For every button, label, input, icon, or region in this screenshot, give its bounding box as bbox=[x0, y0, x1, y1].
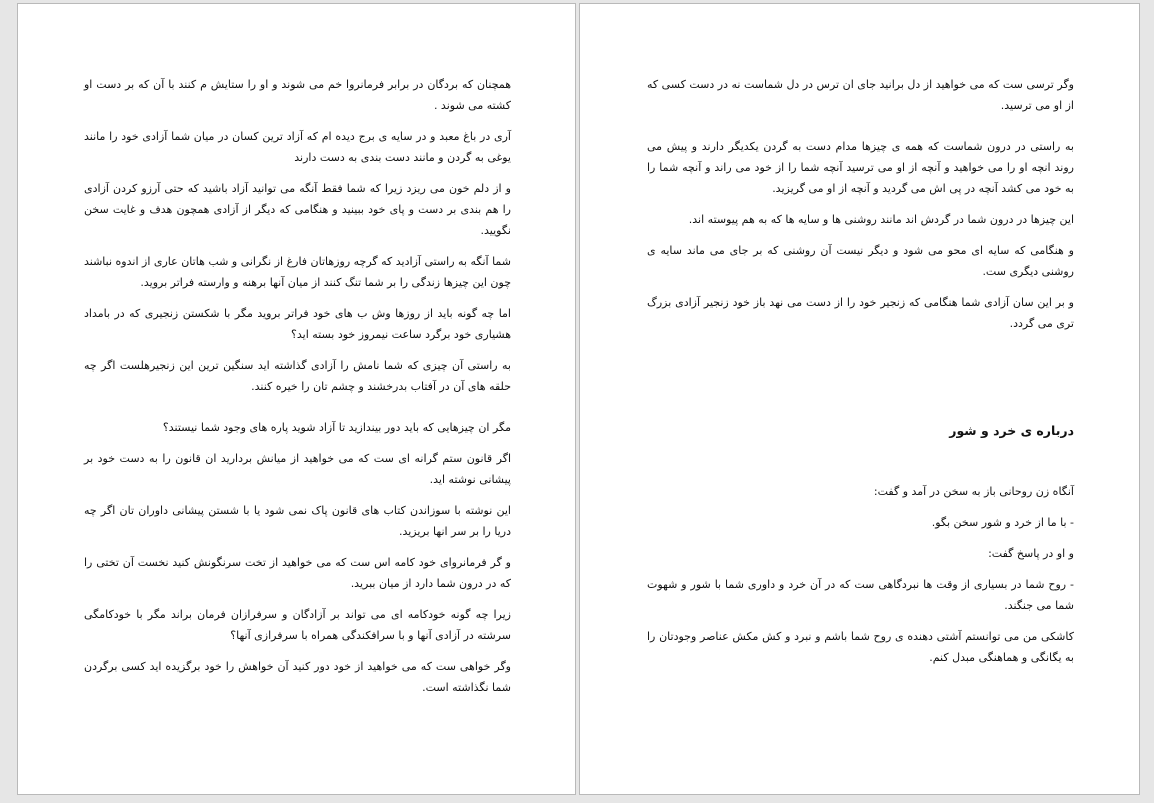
paragraph: - روح شما در بسیاری از وقت ها نبردگاهی ست که در آن خرد و داوری شما با شور و شهوت شما می جنگند. bbox=[647, 578, 1074, 612]
paragraph: مگر ان چیزهایی که باید دور بیندازید تا آزاد شوید پاره های وجود شما نیستند؟ bbox=[162, 421, 511, 434]
paragraph: - با ما از خرد و شور سخن بگو. bbox=[931, 516, 1074, 529]
page-left bbox=[17, 3, 576, 795]
page-left-text bbox=[84, 74, 511, 708]
paragraph: آری در باغ معبد و در سایه ی برج دیده ام که آزاد ترین کسان در میان شما آزادی خود را مانند یوغی به گردن و مانند دست بندی به دست دارند bbox=[84, 130, 511, 164]
paragraph: آنگاه زن روحانی باز به سخن در آمد و گفت: bbox=[873, 485, 1074, 498]
section-heading: درباره ی خرد و شور bbox=[949, 423, 1074, 438]
paragraph: اگر قانون ستم گرانه ای ست که می خواهید از میانش بردارید ان قانون را به دست خود بر پیشانی نوشته اید. bbox=[84, 452, 511, 486]
paragraph: به راستی در درون شماست که همه ی چیزها مدام دست به گردن یکدیگر دارند و پیش می روند انچه او را می خواهید و آنچه از او می ترسید آنچه شما را از خود می راند و آنچه شما را به خود می کشد آنچه در پی اش می گردید و آنچه از او می گریزید. bbox=[647, 140, 1074, 195]
paragraph: اما چه گونه باید از روزها وش ب های خود فراتر بروید مگر با شکستن زنجیری که در بامداد هشیاری خود برگرد ساعت نیمروز خود بسته اید؟ bbox=[84, 307, 511, 341]
paragraph: و هنگامی که سایه ای محو می شود و دیگر نیست آن روشنی که بر جای می ماند سایه ی روشنی دیگری ست. bbox=[647, 244, 1074, 278]
paragraph: همچنان که بردگان در برابر فرمانروا خم می شوند و او را ستایش م کنند با آن که بر دست او کشته می شوند . bbox=[84, 78, 511, 112]
paragraph: و از دلم خون می ریزد زیرا که شما فقط آنگه می توانید آزاد باشید که حتی آرزو کردن آزادی را هم بندی بر دست و پای خود ببینید و هنگامی که دیگر از آزادی همچون هدف و غایت سخن نگویید. bbox=[84, 182, 511, 237]
paragraph: و گر فرمانروای خود کامه اس ست که می خواهید از تخت سرنگونش کنید نخست آن تختی را که در درون شما دارد از میان ببرید. bbox=[84, 556, 511, 590]
paragraph: به راستی آن چیزی که شما نامش را آزادی گذاشته اید سنگین ترین این زنجیرهلست اگر چه حلقه های آن در آفتاب بدرخشند و چشم تان را خیره کنند. bbox=[84, 359, 511, 393]
paragraph: این چیزها در درون شما در گردش اند مانند روشنی ها و سایه ها که به هم پیوسته اند. bbox=[688, 213, 1074, 226]
page-right bbox=[579, 3, 1140, 795]
paragraph: شما آنگه به راستی آزادید که گرچه روزهاتان فارغ از نگرانی و شب هاتان عاری از اندوه نباشند چون این چیزها زندگی را بر شما تنگ کنند از میان آنها برهنه و وارسته فراتر بروید. bbox=[84, 255, 511, 289]
paragraph: و بر این سان آزادی شما هنگامی که زنجیر خود را از دست می نهد باز خود زنجیر آزادی بزرگ تری می گردد. bbox=[647, 296, 1074, 330]
paragraph: و او در پاسخ گفت: bbox=[988, 547, 1074, 560]
paragraph: کاشکی من می توانستم آشتی دهنده ی روح شما باشم و نبرد و کش مکش عناصر وجودتان را به یگانگی و هماهنگی مبدل کنم. bbox=[647, 630, 1074, 664]
paragraph: وگر ترسی ست که می خواهید از دل برانید جای ان ترس در دل شماست نه در دست کسی که از او می ترسید. bbox=[647, 78, 1074, 112]
paragraph: زیرا چه گونه خودکامه ای می تواند بر آزادگان و سرفرازان فرمان براند مگر با خودکامگی سرشته در آزادی آنها و با سرافکندگی همراه با سرفرازی آنها؟ bbox=[84, 608, 511, 642]
page-right-text bbox=[647, 74, 1074, 678]
paragraph: این نوشته با سوزاندن کتاب های قانون پاک نمی شود یا با شستن پیشانی داوران تان اگر چه دریا را بر سر انها بریزید. bbox=[84, 504, 511, 538]
paragraph: وگر خواهی ست که می خواهید از خود دور کنید آن خواهش را خود برگزیده اید کسی برگردن شما نگذاشته است. bbox=[84, 660, 511, 694]
